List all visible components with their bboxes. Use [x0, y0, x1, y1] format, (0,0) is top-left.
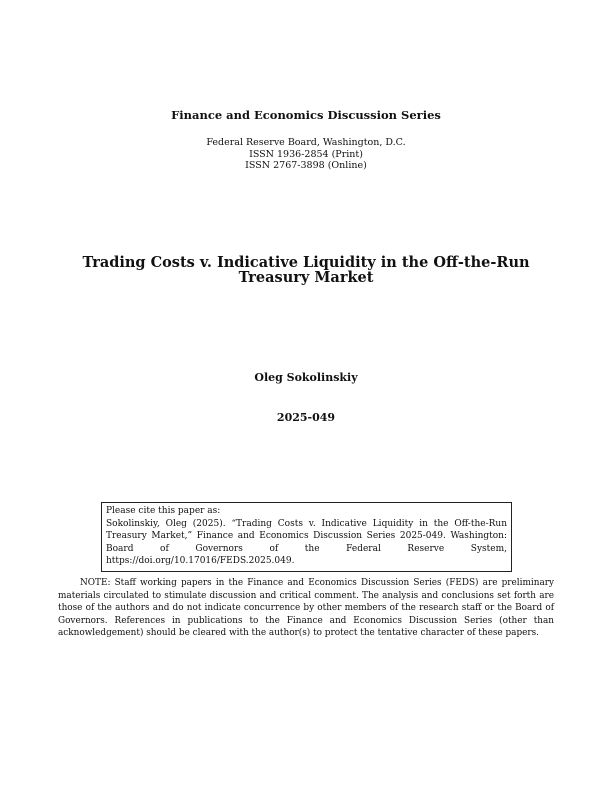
publication-info	[0, 137, 612, 172]
paper-number: 2025-049	[276, 411, 336, 424]
author-name: Oleg Sokolinskiy	[254, 371, 358, 384]
issn-print: ISSN 1936-2854 (Print)	[249, 148, 363, 160]
citation-box	[101, 502, 512, 572]
disclaimer-note: NOTE: Staff working papers in the Finance and Economics Discussion Series (FEDS) are preliminary materials circulated to stimulate discussion and critical comment. The analysis and conclusions set forth are those of the authors and do not indicate concurrence by other members of the research staff or the Board of Governors. References in publications to the Finance and Economics Discussion Series (other than acknowledgement) should be cleared with the author(s) to protect the tentative character of these papers.	[58, 578, 554, 639]
paper-title: Trading Costs v. Indicative Liquidity in the Off-the-Run Treasury Market	[82, 254, 530, 286]
citation-heading: Please cite this paper as:	[106, 506, 221, 516]
issn-online: ISSN 2767-3898 (Online)	[245, 160, 367, 172]
publisher-line: Federal Reserve Board, Washington, D.C.	[206, 137, 406, 148]
citation-text[interactable]: Sokolinskiy, Oleg (2025). “Trading Costs v. Indicative Liquidity in the Off-the-Run Treasury Market,” Finance and Economics Discussion Series 2025-049. Washington: Board of Governors of the Federal Reserve System, https://doi.org/10.17016/FEDS.2025.049.	[106, 518, 507, 567]
series-title: Finance and Economics Discussion Series	[171, 108, 441, 122]
